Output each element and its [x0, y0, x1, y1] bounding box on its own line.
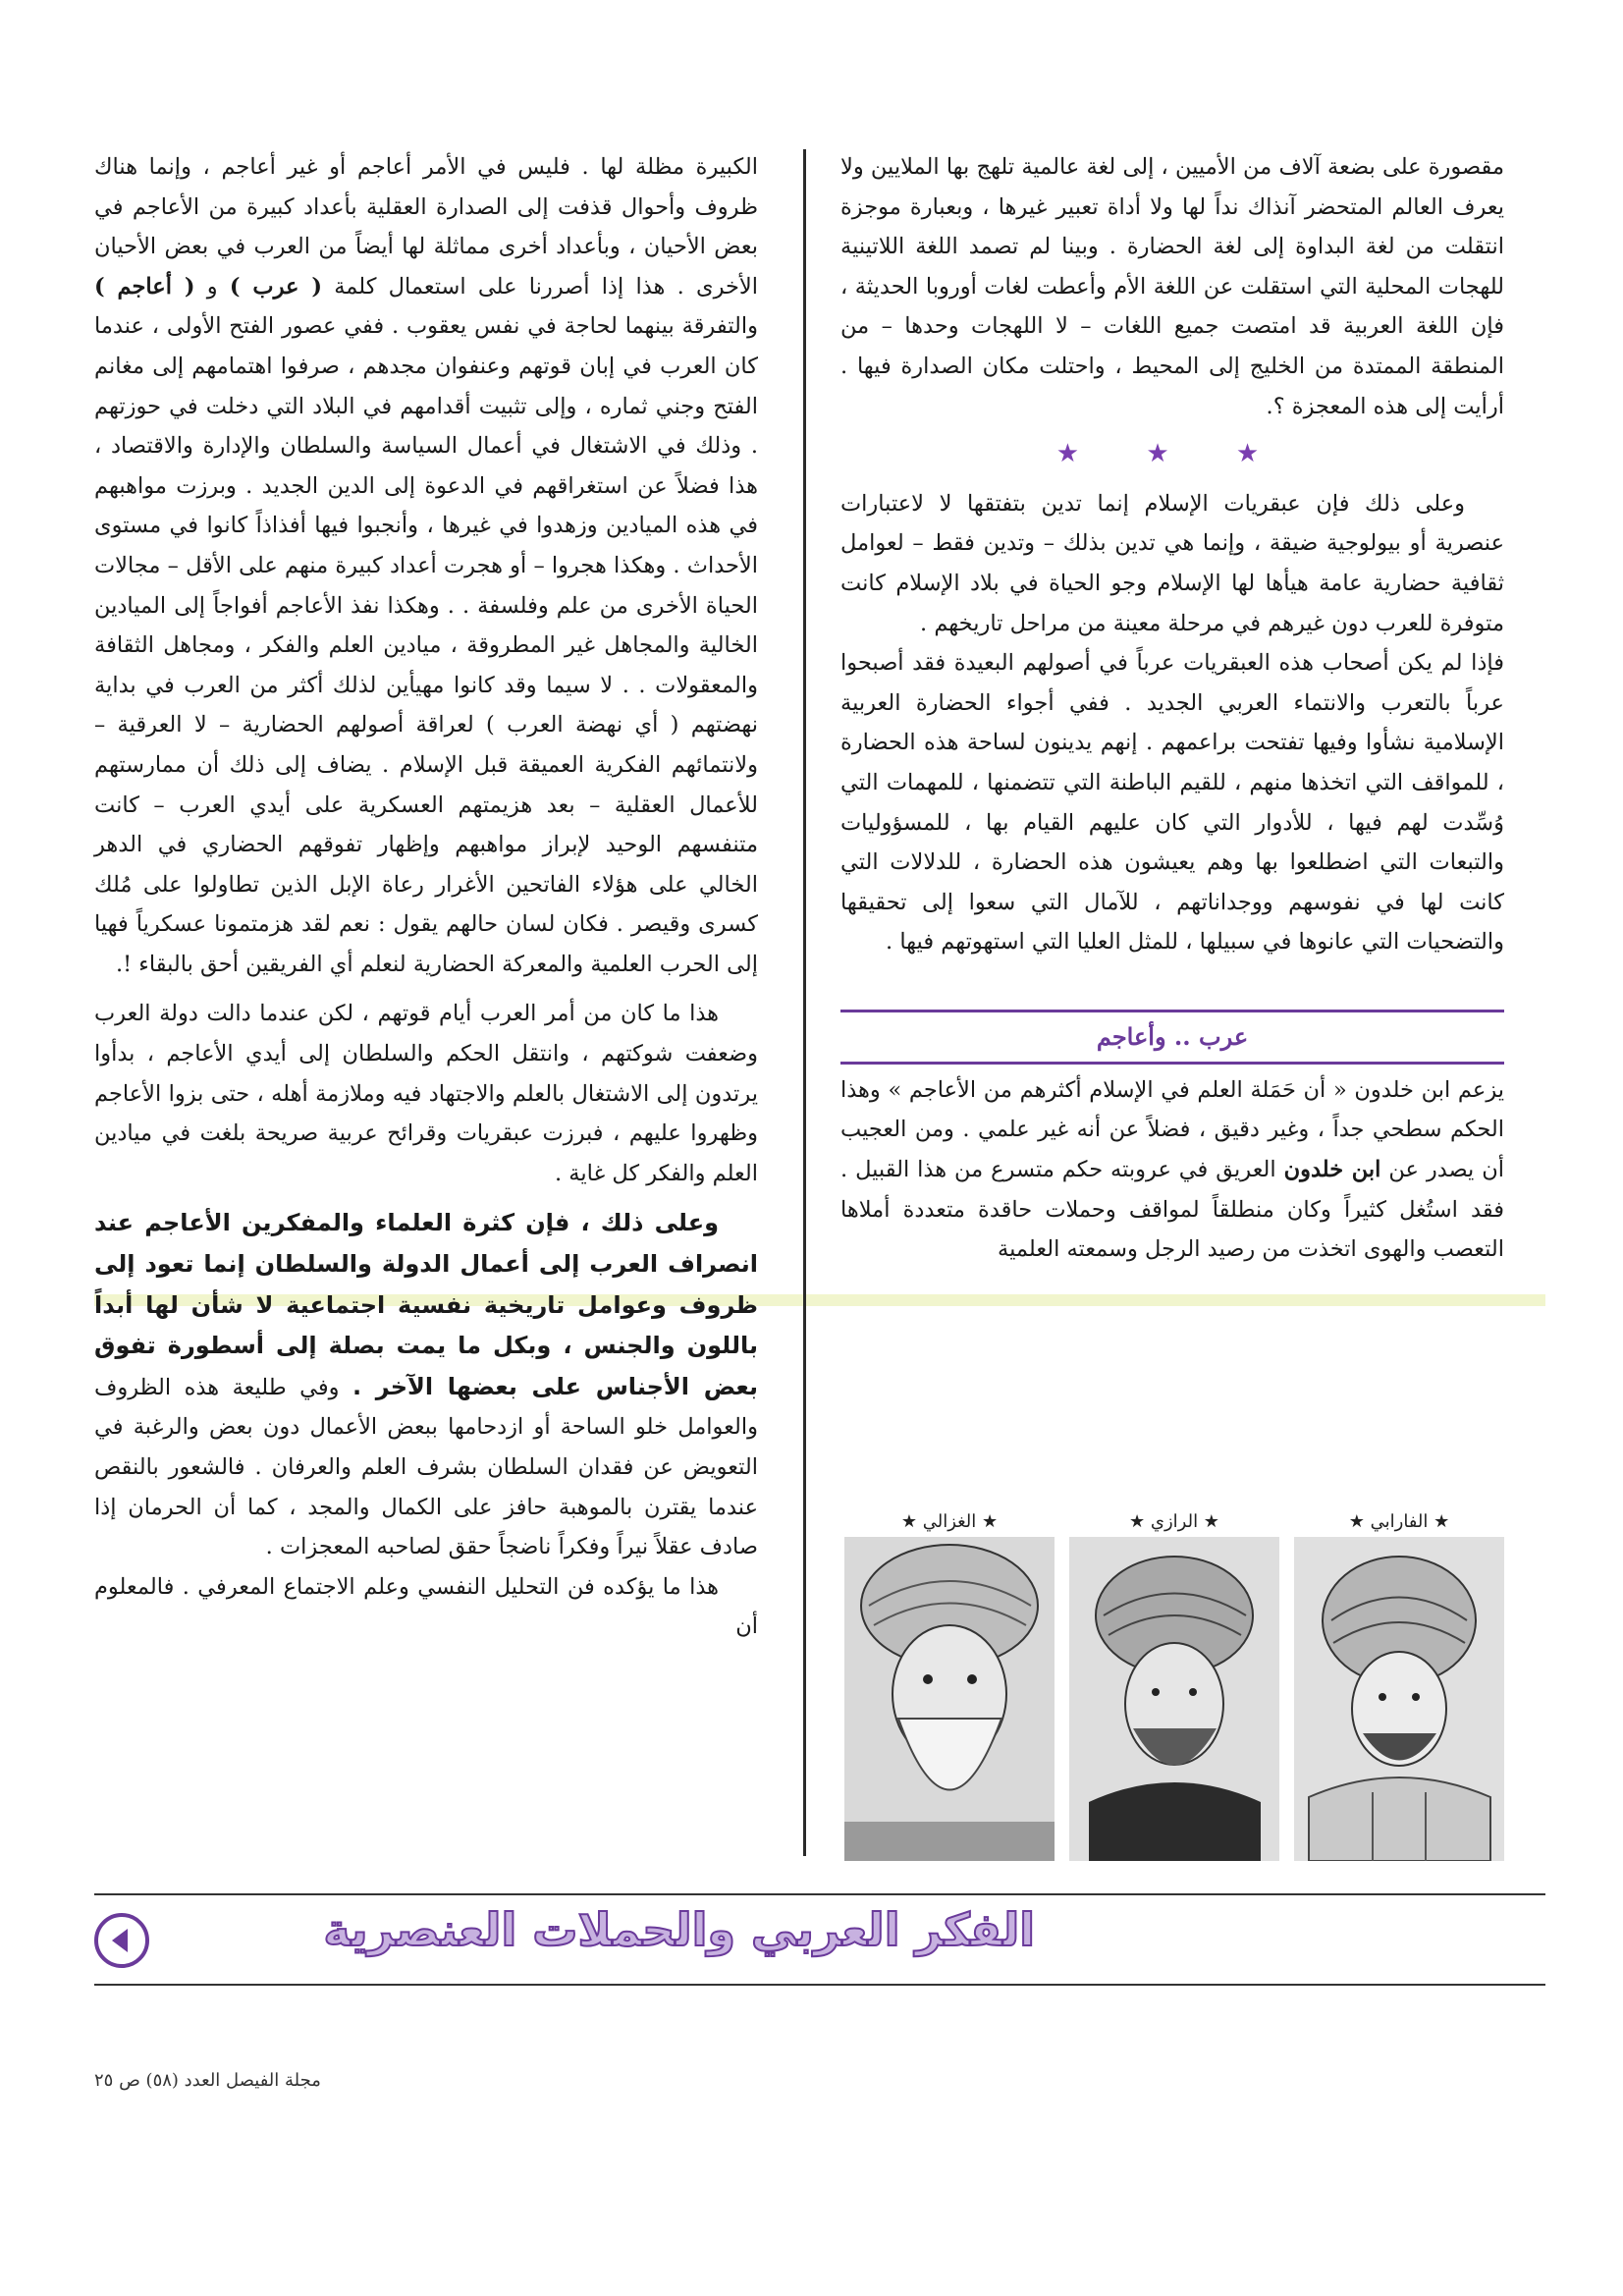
box-title-rule: [840, 1062, 1504, 1065]
box-text-a: يزعم ابن خلدون « أن حَمَلة العلم في الإسلام أكثرهم من الأعاجم » وهذا الحكم سطحي جداً ، وغير دقيق ، فضلاً عن أنه غير علمي . ومن العجيب أن يصدر عن: [840, 1076, 1505, 1183]
spacer: [94, 984, 758, 994]
portrait-razi: [1069, 1507, 1279, 1861]
left-p1-a: الكبيرة مظلة لها . فليس في الأمر أعاجم أو غير أعاجم ، وإنما هناك ظروف وأحوال قذفت إلى الصدارة العقلية بأعداد كبيرة من الأعاجم في بعض الأحيان ، وبأعداد أخرى مماثلة لها أيضاً من العرب في بعض الأحيان الأخرى . هذا إذا أصررنا على استعمال كلمة: [94, 154, 759, 300]
right-paragraph-3: فإذا لم يكن أصحاب هذه العبقريات عرباً في أصولهم البعيدة فقد أصبحوا عرباً بالتعرب والانتماء العربي الجديد . ففي أجواء الحضارة العربية الإسلامية نشأوا وفيها تفتحت براعمهم . إنهم يدينون لساحة هذه الحضارة ، للمواقف التي اتخذها منهم ، للقيم الباطنة التي تتضمنها ، للمهمات التي وُسِّدت لهم فيها ، للأدوار التي كان عليهم القيام بها ، للمسؤوليات والتبعات التي اضطلعوا بها وهم يعيشون هذه الحضارة ، للدلالات التي كانت لها في نفوسهم ووجداناتهم ، للآمال التي سعوا إلى تحقيقها والتضحيات التي عانوها في سبيلها ، للمثل العليا التي استهوتهم فيها .: [840, 650, 1504, 956]
arrow-left-icon: [94, 1913, 149, 1968]
section-stars: ★ ★ ★: [1055, 439, 1289, 469]
left-p1-b: والتفرقة بينهما لحاجة في نفس يعقوب . ففي عصور الفتح الأولى ، عندما كان العرب في إبان قوتهم وعنفوان مجدهم ، صرفوا اهتمامهم إلى مغانم الفتح وجني ثماره ، وإلى تثبيت أقدامهم في البلاد التي دخلت في حوزتهم . وذلك في الاشتغال في أعمال السياسة والسلطان والإدارة والاقتصاد ، هذا فضلاً عن استغراقهم في الدعوة إلى الدين الجديد . وبرزت مواهبهم في هذه الميادين وزهدوا في غيرها ، وأنجبوا فيها أفذاذاً كانوا في مستوى الأحداث . وهكذا هجروا – أو هجرت أعداد كبيرة منهم على الأقل – مجالات الحياة الأخرى من علم وفلسفة . . وهكذا نفذ الأعاجم أفواجاً إلى الميادين الخالية والمجاهل غير المطروقة ، ميادين العلم والفكر ، ومجاهل الثقافة والمعقولات . . لا سيما وقد كانوا مهيأين لذلك أكثر من العرب في بداية نهضتهم ( أي نهضة العرب ) لعراقة أصولهم الحضارية – لا العرقية – ولانتمائهم الفكرية العميقة قبل الإسلام . يضاف إلى ذلك أن ممارستهم للأعمال العقلية – بعد هزيمتهم العسكرية على أيدي العرب – كانت متنفسهم الوحيد لإبراز مواهبهم وإظهار تفوقهم الحضاري في الدهر الخالي على هؤلاء الفاتحين الأغرار رعاة الإبل الذين تطاولوا على مُلك كسرى وقيصر . فكان لسان حالهم يقول : نعم لقد هزمتمونا عسكرياً فهيا إلى الحرب العلمية والمعركة الحضارية لنعلم أي الفريقين أحق بالبقاء !.: [94, 313, 758, 977]
portrait-razi-image: [1069, 1537, 1279, 1861]
portrait-caption: ★ الغزالي ★: [900, 1511, 999, 1532]
left-p1-bold-arab: ( عرب ): [229, 273, 322, 300]
box-text-bold: ابن خلدون: [1283, 1157, 1381, 1183]
banner-title: الفكر العربي والحملات العنصرية: [323, 1903, 1035, 1956]
left-p1-bold-ajam: ( أعاجم ): [94, 273, 195, 300]
spacer: [94, 1193, 758, 1203]
left-p1-mid: و: [194, 273, 230, 300]
right-paragraph-2: وعلى ذلك فإن عبقريات الإسلام إنما تدين بتفتقها لا لاعتبارات عنصرية أو بيولوجية ضيقة ، وإنما هي تدين بذلك – وتدين فقط – لعوامل ثقافية حضارية عامة هيأها لها الإسلام وجو الحياة في بلاد الإسلام كانت متوفرة للعرب دون غيرهم في مرحلة معينة من مراحل تاريخهم .: [840, 490, 1504, 636]
left-p3-rest: وفي طليعة هذه الظروف والعوامل خلو الساحة أو ازدحامها ببعض الأعمال دون بعض والرغبة في التعويض عن فقدان السلطان بشرف العلم والعرفان . فالشعور بالنقص عندما يقترن بالموهبة حافز على الكمال والمجد ، كما أن الحرمان إذا صادف عقلاً نيراً وفكراً ناضجاً حقق لصاحبه المعجزات .: [94, 1374, 758, 1560]
section-banner: [94, 1893, 1545, 1986]
portrait-farabi: [1294, 1507, 1504, 1861]
box-title: عرب .. وأعاجم: [1096, 1021, 1249, 1051]
right-paragraph-1: مقصورة على بضعة آلاف من الأميين ، إلى لغة عالمية تلهج بها الملايين ولا يعرف العالم المتحضر آنذاك نداً لها ولا أداة تعبير غيرها ، وبعبارة موجزة انتقلت من لغة البداوة إلى لغة الحضارة . وبينا لم تصمد اللغة اللاتينية للهجات المحلية التي استقلت عن اللغة الأم وأعطت لغات أوروبا الحديثة ، فإن اللغة العربية قد امتصت جميع اللغات – لا اللهجات وحدها – من المنطقة الممتدة من الخليج إلى المحيط ، واحتلت مكان الصدارة فيها . أرأيت إلى هذه المعجزة ؟.: [840, 154, 1504, 419]
page-footer: مجلة الفيصل العدد (٥٨) ص ٢٥: [94, 2070, 321, 2091]
portrait-ghazali: [844, 1507, 1055, 1861]
portrait-ghazali-image: [844, 1537, 1055, 1861]
spacer: [840, 962, 1504, 1010]
box-text-b: العريق في عروبته حكم متسرع من هذا القبيل . فقد استُغل كثيراً وكان منطلقاً لمواقف وحملات حاقدة متعددة أملاها التعصب والهوى اتخذت من رصيد الرجل وسمعته العلمية: [840, 1157, 1504, 1263]
portrait-caption: ★ الرازي ★: [1129, 1511, 1219, 1532]
right-column: [840, 147, 1504, 1270]
column-divider: [803, 149, 806, 1856]
box-text: [840, 1070, 1504, 1270]
left-paragraph-1: [94, 147, 758, 984]
portraits-row: [844, 1507, 1504, 1861]
left-paragraph-3: [94, 1203, 758, 1566]
left-paragraph-4: هذا ما يؤكده فن التحليل النفسي وعلم الاجتماع المعرفي . فالمعلوم أن: [94, 1573, 758, 1640]
left-p3-bold: وعلى ذلك ، فإن كثرة العلماء والمفكرين الأعاجم عند انصراف العرب إلى أعمال الدولة والسلطان إنما تعود إلى ظروف وعوامل تاريخية نفسية اجتماعية لا شأن لها أبداً باللون والجنس ، وبكل ما يمت بصلة إلى أسطورة تفوق بعض الأجناس على بعضها الآخر .: [94, 1209, 758, 1400]
left-paragraph-2: هذا ما كان من أمر العرب أيام قوتهم ، لكن عندما دالت دولة العرب وضعفت شوكتهم ، وانتقل الحكم والسلطان إلى أيدي الأعاجم ، بدأوا يرتدون إلى الاشتغال بالعلم والاجتهاد فيه وملازمة أهله ، حتى بزوا الأعاجم وظهروا عليهم ، فبرزت عبقريات وقرائح عربية صريحة بلغت في ميادين العلم والفكر كل غاية .: [94, 1001, 758, 1186]
left-column: [94, 147, 758, 1647]
portrait-farabi-image: [1294, 1537, 1504, 1861]
portrait-caption: ★ الفارابي ★: [1348, 1511, 1450, 1532]
